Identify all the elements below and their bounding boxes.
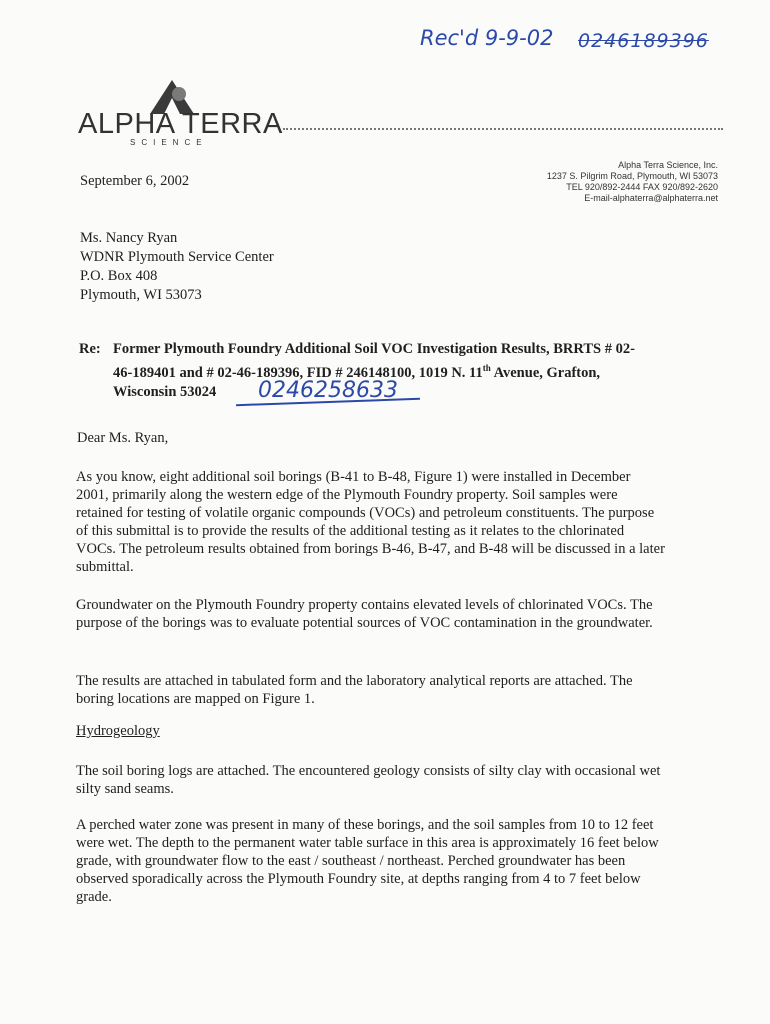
subject-label: Re: xyxy=(79,341,101,357)
sender-company: Alpha Terra Science, Inc. xyxy=(618,160,718,170)
subject-line-3: Wisconsin 53024 xyxy=(113,383,217,400)
sender-street: 1237 S. Pilgrim Road, Plymouth, WI 53073 xyxy=(546,171,718,181)
paragraph-4: The soil boring logs are attached. The encountered geology consists of silty clay with occasional wet silty sand seams. xyxy=(76,763,661,797)
recipient-org: WDNR Plymouth Service Center xyxy=(80,249,274,265)
sender-email: E-mail-alphaterra@alphaterra.net xyxy=(584,193,718,203)
subject-line-2-text: 46-189401 and # 02-46-189396, FID # 246148100, 1019 N. 11 xyxy=(113,364,483,381)
paragraph-1: As you know, eight additional soil borings (B-41 to B-48, Figure 1) were installed in December 2001, primarily along the western edge of the Plymouth Foundry property. Soil samples were retained for testing of volatile organic compounds (VOCs) and petroleum constituents. The purpose of this submittal is to provide the results of the additional testing as it relates to the chlorinated VOCs. The petroleum results obtained from borings B-46, B-47, and B-48 will be discussed in a later submittal. xyxy=(76,469,665,575)
salutation: Dear Ms. Ryan, xyxy=(77,430,169,446)
section-heading-hydrogeology: Hydrogeology xyxy=(76,723,160,739)
subject-line-1: Former Plymouth Foundry Additional Soil VOC Investigation Results, BRRTS # 02- xyxy=(113,341,635,357)
paragraph-5: A perched water zone was present in many of these borings, and the soil samples from 10 to 12 feet were wet. The depth to the permanent water table surface in this area is approximately 16 feet below grade, with groundwater flow to the east / southeast / northeast. Perched groundwater has been observed sporadically across the Plymouth Foundry site, at depths ranging from 4 to 7 feet below grade. xyxy=(76,817,659,905)
recipient-name: Ms. Nancy Ryan xyxy=(80,230,178,246)
recipient-city: Plymouth, WI 53073 xyxy=(80,287,202,303)
company-logo-text: ALPHA TERRA xyxy=(78,108,283,140)
file-number-handwriting: 0246189396 xyxy=(578,30,709,52)
recipient-po-box: P.O. Box 408 xyxy=(80,268,158,284)
paragraph-2: Groundwater on the Plymouth Foundry property contains elevated levels of chlorinated VOCs. The purpose of the borings was to evaluate potential sources of VOC contamination in the groundwater. xyxy=(76,597,653,631)
sender-address xyxy=(547,160,718,204)
received-stamp-handwriting: Rec'd 9-9-02 xyxy=(420,26,554,50)
sender-phone: TEL 920/892-2444 FAX 920/892-2620 xyxy=(566,182,718,192)
company-logo-tagline: SCIENCE xyxy=(130,138,208,147)
letter-date: September 6, 2002 xyxy=(80,173,190,189)
paragraph-3: The results are attached in tabulated form and the laboratory analytical reports are attached. The boring locations are mapped on Figure 1. xyxy=(76,673,633,707)
subject-line-2-end: Avenue, Grafton, xyxy=(490,364,601,381)
letterhead-dotted-rule xyxy=(283,118,723,130)
recipient-address xyxy=(80,229,274,305)
subject-superscript: th xyxy=(482,363,491,373)
fid-number-handwriting: 0246258633 xyxy=(258,378,398,403)
